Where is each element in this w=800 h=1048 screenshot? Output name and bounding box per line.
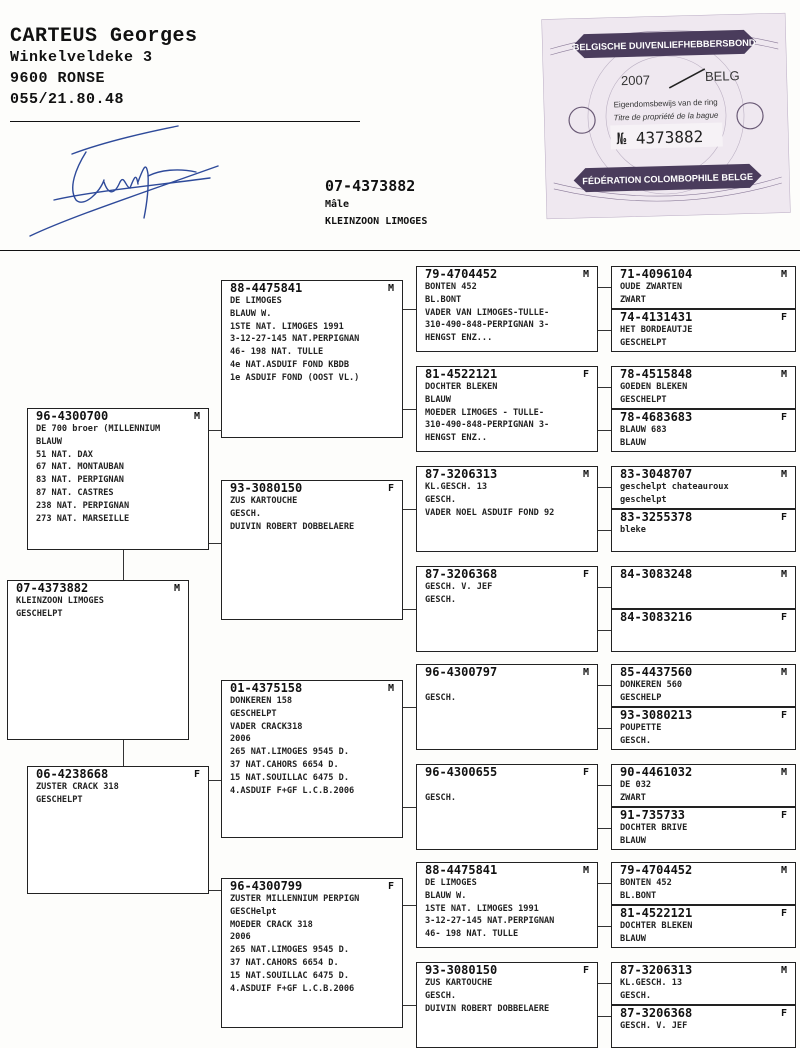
- pedigree-box-g0: [7, 580, 189, 740]
- connector-line: [598, 883, 611, 884]
- pedigree-box-g4_12: [611, 807, 796, 850]
- pedigree-line: GESCHELPT: [16, 608, 63, 619]
- connector-line: [221, 430, 222, 431]
- pedigree-line: GESCHELP: [620, 692, 662, 703]
- pedigree-box-g2_2: [221, 480, 403, 620]
- pedigree-line: BLAUW: [620, 437, 646, 448]
- sex-marker: F: [780, 1008, 787, 1019]
- sex-marker: F: [780, 612, 787, 623]
- pedigree-line: 3-12-27-145 NAT.PERPIGNAN: [230, 334, 360, 345]
- pedigree-line: DUIVIN ROBERT DOBBELAERE: [230, 521, 355, 532]
- owner-city: 9600 RONSE: [10, 70, 106, 87]
- pedigree-line: 2006: [230, 734, 251, 745]
- connector-line: [403, 309, 416, 310]
- sex-marker: M: [582, 865, 589, 876]
- connector-line: [403, 707, 416, 708]
- sex-marker: F: [780, 312, 787, 323]
- ring-number: 96-4300797: [425, 665, 498, 679]
- pedigree-line: 2006: [230, 932, 251, 943]
- sex-marker: M: [173, 583, 180, 594]
- pigeon-sex: Mâle: [325, 199, 350, 210]
- pedigree-box-g3_5: [416, 664, 598, 750]
- pedigree-line: 51 NAT. DAX: [36, 449, 93, 460]
- ring-number: 71-4096104: [620, 267, 693, 281]
- connector-line: [598, 287, 611, 288]
- pedigree-line: 4.ASDUIF F+GF L.C.B.2006: [230, 983, 355, 994]
- sex-marker: M: [780, 369, 787, 380]
- pedigree-line: 87 NAT. CASTRES: [36, 487, 114, 498]
- ring-number: 78-4515848: [620, 367, 693, 381]
- pedigree-line: OUDE ZWARTEN: [620, 282, 683, 292]
- pedigree-line: KL.GESCH. 13: [425, 482, 488, 492]
- pedigree-line: VADER VAN LIMOGES-TULLE-: [425, 307, 550, 318]
- connector-line: [598, 587, 611, 588]
- sex-marker: M: [780, 965, 787, 976]
- pedigree-box-g2_1: [221, 280, 403, 438]
- connector-line: [598, 530, 611, 531]
- pedigree-box-g4_13: [611, 862, 796, 905]
- pedigree-line: VADER NOEL ASDUIF FOND 92: [425, 507, 555, 518]
- ring-number: 07-4373882: [16, 581, 89, 595]
- sex-marker: M: [780, 269, 787, 280]
- pedigree-line: ZWART: [620, 294, 646, 305]
- pedigree-line: DUIVIN ROBERT DOBBELAERE: [425, 1003, 550, 1014]
- pedigree-line: MOEDER LIMOGES - TULLE-: [425, 407, 544, 418]
- connector-line: [403, 509, 416, 510]
- pedigree-line: 3-12-27-145 NAT.PERPIGNAN: [425, 916, 555, 927]
- pedigree-line: [417, 779, 597, 792]
- pedigree-line: [417, 679, 597, 692]
- pedigree-box-g3_6: [416, 764, 598, 850]
- pedigree-line: GESCHelpt: [230, 906, 277, 917]
- pedigree-line: GESCH.: [620, 990, 652, 1001]
- connector-line: [598, 387, 611, 388]
- sex-marker: M: [387, 283, 394, 294]
- sex-marker: M: [780, 469, 787, 480]
- pedigree-line: DE 032: [620, 780, 652, 790]
- sex-marker: M: [780, 767, 787, 778]
- pedigree-line: GESCH.: [425, 692, 457, 703]
- pedigree-line: BL.BONT: [620, 890, 657, 901]
- pedigree-line: 4.ASDUIF F+GF L.C.B.2006: [230, 785, 355, 796]
- pedigree-line: VADER CRACK318: [230, 721, 303, 732]
- pedigree-line: 238 NAT. PERPIGNAN: [36, 500, 130, 511]
- connector-line: [123, 550, 124, 580]
- pedigree-box-g4_5: [611, 466, 796, 509]
- sex-marker: F: [780, 908, 787, 919]
- sex-marker: F: [582, 965, 589, 976]
- pedigree-box-g4_9: [611, 664, 796, 707]
- ring-number: 85-4437560: [620, 665, 693, 679]
- pedigree-line: 67 NAT. MONTAUBAN: [36, 462, 124, 473]
- header-divider: [0, 250, 800, 251]
- connector-line: [209, 890, 221, 891]
- sex-marker: M: [387, 683, 394, 694]
- pedigree-line: 265 NAT.LIMOGES 9545 D.: [230, 945, 349, 956]
- pigeon-ring: 07-4373882: [325, 177, 416, 195]
- pedigree-line: GESCH. V. JEF: [425, 582, 493, 592]
- pedigree-box-g4_4: [611, 409, 796, 452]
- pedigree-line: HENGST ENZ...: [425, 333, 493, 344]
- pedigree-line: GESCH.: [425, 792, 457, 803]
- sex-marker: F: [780, 810, 787, 821]
- connector-line: [598, 728, 611, 729]
- connector-line: [598, 685, 611, 686]
- ring-number: 74-4131431: [620, 310, 693, 324]
- pedigree-line: ZUSTER MILLENNIUM PERPIGN: [230, 894, 360, 904]
- sex-marker: F: [582, 369, 589, 380]
- ring-number: 83-3048707: [620, 467, 693, 481]
- pedigree-line: DE LIMOGES: [425, 878, 477, 888]
- card-year: 2007: [620, 72, 651, 89]
- pedigree-line: GOEDEN BLEKEN: [620, 382, 688, 392]
- connector-line: [403, 609, 416, 610]
- pedigree-box-g4_15: [611, 962, 796, 1005]
- connector-line: [403, 409, 416, 410]
- pedigree-line: POUPETTE: [620, 723, 662, 733]
- sex-marker: M: [582, 269, 589, 280]
- pedigree-box-g4_3: [611, 366, 796, 409]
- pedigree-line: GESCHELPT: [620, 394, 667, 405]
- handwritten-signature: [28, 122, 228, 240]
- pedigree-line: GESCH.: [425, 990, 457, 1001]
- pedigree-line: GESCHELPT: [36, 794, 83, 805]
- pigeon-name: KLEINZOON LIMOGES: [325, 216, 428, 227]
- pedigree-line: 1STE NAT. LIMOGES 1991: [230, 321, 344, 332]
- sex-marker: F: [387, 881, 394, 892]
- ring-number: 93-3080150: [230, 481, 303, 495]
- pedigree-line: geschelpt chateauroux: [620, 482, 729, 492]
- pedigree-line: GESCHELPT: [620, 337, 667, 348]
- pedigree-box-g3_8: [416, 962, 598, 1048]
- pedigree-line: GESCH. V. JEF: [620, 1021, 688, 1031]
- pedigree-line: DE 700 broer (MILLENNIUM: [36, 424, 161, 434]
- ring-number: 83-3255378: [620, 510, 693, 524]
- ring-number: 96-4300655: [425, 765, 498, 779]
- ring-number: 87-3206313: [425, 467, 498, 481]
- ring-number: 93-3080150: [425, 963, 498, 977]
- ring-number: 01-4375158: [230, 681, 303, 695]
- pedigree-box-g3_2: [416, 366, 598, 452]
- pedigree-line: BLAUW 683: [620, 425, 667, 435]
- pedigree-box-g3_7: [416, 862, 598, 948]
- pedigree-line: HENGST ENZ..: [425, 433, 488, 444]
- ring-number: 87-3206313: [620, 963, 693, 977]
- card-top-banner: BELGISCHE DUIVENLIEFHEBBERSBOND: [572, 37, 756, 53]
- owner-block: [10, 26, 198, 110]
- pedigree-line: bleke: [620, 525, 646, 535]
- pedigree-line: MOEDER CRACK 318: [230, 919, 313, 930]
- pedigree-line: BONTEN 452: [425, 282, 477, 292]
- connector-line: [598, 330, 611, 331]
- pedigree-line: 265 NAT.LIMOGES 9545 D.: [230, 747, 349, 758]
- pedigree-box-g4_1: [611, 266, 796, 309]
- sex-marker: M: [193, 411, 200, 422]
- pedigree-box-g4_11: [611, 764, 796, 807]
- pedigree-line: HET BORDEAUTJE: [620, 325, 693, 335]
- pedigree-line: DOCHTER BLEKEN: [620, 921, 693, 931]
- sex-marker: F: [780, 412, 787, 423]
- pedigree-line: 37 NAT.CAHORS 6654 D.: [230, 759, 339, 770]
- pedigree-box-g4_7: [611, 566, 796, 609]
- pedigree-line: ZUSTER CRACK 318: [36, 782, 119, 792]
- pedigree-line: DONKEREN 560: [620, 680, 683, 690]
- ring-number: 90-4461032: [620, 765, 693, 779]
- pedigree-line: BLAUW: [425, 394, 451, 405]
- pedigree-line: 37 NAT.CAHORS 6654 D.: [230, 957, 339, 968]
- pedigree-line: 1STE NAT. LIMOGES 1991: [425, 903, 539, 914]
- pedigree-line: BLAUW: [36, 436, 62, 447]
- sex-marker: F: [780, 512, 787, 523]
- owner-phone: 055/21.80.48: [10, 91, 125, 108]
- ring-number: 96-4300700: [36, 409, 109, 423]
- ring-number: 87-3206368: [620, 1006, 693, 1020]
- ring-number: 88-4475841: [425, 863, 498, 877]
- pedigree-line: GESCH.: [230, 508, 262, 519]
- connector-line: [209, 780, 221, 781]
- ring-number: 78-4683683: [620, 410, 693, 424]
- card-nl-text: Eigendomsbewijs van de ring: [613, 97, 718, 110]
- pedigree-line: 15 NAT.SOUILLAC 6475 D.: [230, 772, 349, 783]
- pedigree-line: GESCH.: [620, 735, 652, 746]
- pedigree-line: GESCHELPT: [230, 708, 277, 719]
- card-number: № 4373882: [616, 127, 704, 149]
- pedigree-line: BLAUW W.: [230, 308, 272, 319]
- pedigree-box-g3_3: [416, 466, 598, 552]
- ring-number: 91-735733: [620, 808, 686, 822]
- connector-line: [403, 905, 416, 906]
- connector-line: [123, 740, 124, 766]
- pedigree-line: 310-490-848-PERPIGNAN 3-: [425, 420, 550, 431]
- pedigree-box-g4_14: [611, 905, 796, 948]
- pedigree-box-g1_sire: [27, 408, 209, 550]
- sex-marker: M: [780, 667, 787, 678]
- pedigree-line: GESCH.: [425, 594, 457, 605]
- connector-line: [598, 785, 611, 786]
- ring-number: 84-3083216: [620, 610, 693, 624]
- pedigree-box-g4_8: [611, 609, 796, 652]
- pedigree-line: geschelpt: [620, 494, 667, 505]
- pedigree-box-g4_2: [611, 309, 796, 352]
- pedigree-box-g3_1: [416, 266, 598, 352]
- pedigree-line: ZWART: [620, 792, 646, 803]
- connector-line: [209, 430, 221, 431]
- ring-number: 84-3083248: [620, 567, 693, 581]
- pedigree-line: KLEINZOON LIMOGES: [16, 596, 104, 606]
- ring-number: 06-4238668: [36, 767, 109, 781]
- ring-number: 96-4300799: [230, 879, 303, 893]
- owner-street: Winkelveldeke 3: [10, 49, 153, 66]
- sex-marker: F: [387, 483, 394, 494]
- pedigree-box-g1_dam: [27, 766, 209, 894]
- sex-marker: F: [582, 569, 589, 580]
- ring-number: 81-4522121: [620, 906, 693, 920]
- connector-line: [598, 1016, 611, 1017]
- connector-line: [209, 543, 221, 544]
- pedigree-line: BL.BONT: [425, 294, 462, 305]
- pedigree-line: DOCHTER BLEKEN: [425, 382, 498, 392]
- pedigree-box-g4_10: [611, 707, 796, 750]
- connector-line: [598, 983, 611, 984]
- sex-marker: F: [780, 710, 787, 721]
- pedigree-line: BONTEN 452: [620, 878, 672, 888]
- pedigree-line: BLAUW: [620, 933, 646, 944]
- sex-marker: M: [780, 569, 787, 580]
- ring-number: 79-4704452: [620, 863, 693, 877]
- sex-marker: M: [582, 469, 589, 480]
- pedigree-box-g2_4: [221, 878, 403, 1028]
- sex-marker: M: [582, 667, 589, 678]
- pedigree-line: 83 NAT. PERPIGNAN: [36, 475, 124, 486]
- pedigree-line: ZUS KARTOUCHE: [230, 496, 298, 506]
- pedigree-line: DONKEREN 158: [230, 696, 293, 706]
- pedigree-line: DE LIMOGES: [230, 296, 282, 306]
- pedigree-line: 310-490-848-PERPIGNAN 3-: [425, 320, 550, 331]
- connector-line: [403, 1005, 416, 1006]
- pedigree-line: 15 NAT.SOUILLAC 6475 D.: [230, 970, 349, 981]
- ring-number: 81-4522121: [425, 367, 498, 381]
- pedigree-line: 1e ASDUIF FOND (OOST VL.): [230, 372, 360, 383]
- ring-number: 88-4475841: [230, 281, 303, 295]
- card-bottom-banner: FÉDÉRATION COLOMBOPHILE BELGE: [582, 171, 754, 187]
- ring-number: 79-4704452: [425, 267, 498, 281]
- pedigree-box-g4_6: [611, 509, 796, 552]
- pedigree-line: 273 NAT. MARSEILLE: [36, 513, 130, 524]
- connector-line: [598, 487, 611, 488]
- connector-line: [598, 430, 611, 431]
- owner-name: CARTEUS Georges: [10, 25, 198, 48]
- pedigree-line: GESCH.: [425, 494, 457, 505]
- sex-marker: F: [193, 769, 200, 780]
- ring-number: 93-3080213: [620, 708, 693, 722]
- pedigree-line: 46- 198 NAT. TULLE: [425, 929, 519, 940]
- pedigree-line: ZUS KARTOUCHE: [425, 978, 493, 988]
- pedigree-line: BLAUW W.: [425, 890, 467, 901]
- pedigree-line: 4e NAT.ASDUIF FOND KBDB: [230, 359, 349, 370]
- pedigree-box-g2_3: [221, 680, 403, 838]
- connector-line: [598, 630, 611, 631]
- card-fr-text: Titre de propriété de la bague: [613, 110, 719, 123]
- connector-line: [598, 828, 611, 829]
- pedigree-line: 46- 198 NAT. TULLE: [230, 347, 324, 358]
- connector-line: [403, 807, 416, 808]
- pedigree-line: DOCHTER BRIVE: [620, 823, 688, 833]
- connector-line: [598, 926, 611, 927]
- ring-ownership-card: [541, 13, 790, 219]
- sex-marker: F: [582, 767, 589, 778]
- sex-marker: M: [780, 865, 787, 876]
- pigeon-header: [325, 176, 427, 230]
- pedigree-box-g3_4: [416, 566, 598, 652]
- card-country: BELG: [704, 68, 740, 84]
- ring-number: 87-3206368: [425, 567, 498, 581]
- pedigree-line: BLAUW: [620, 835, 646, 846]
- pedigree-line: KL.GESCH. 13: [620, 978, 683, 988]
